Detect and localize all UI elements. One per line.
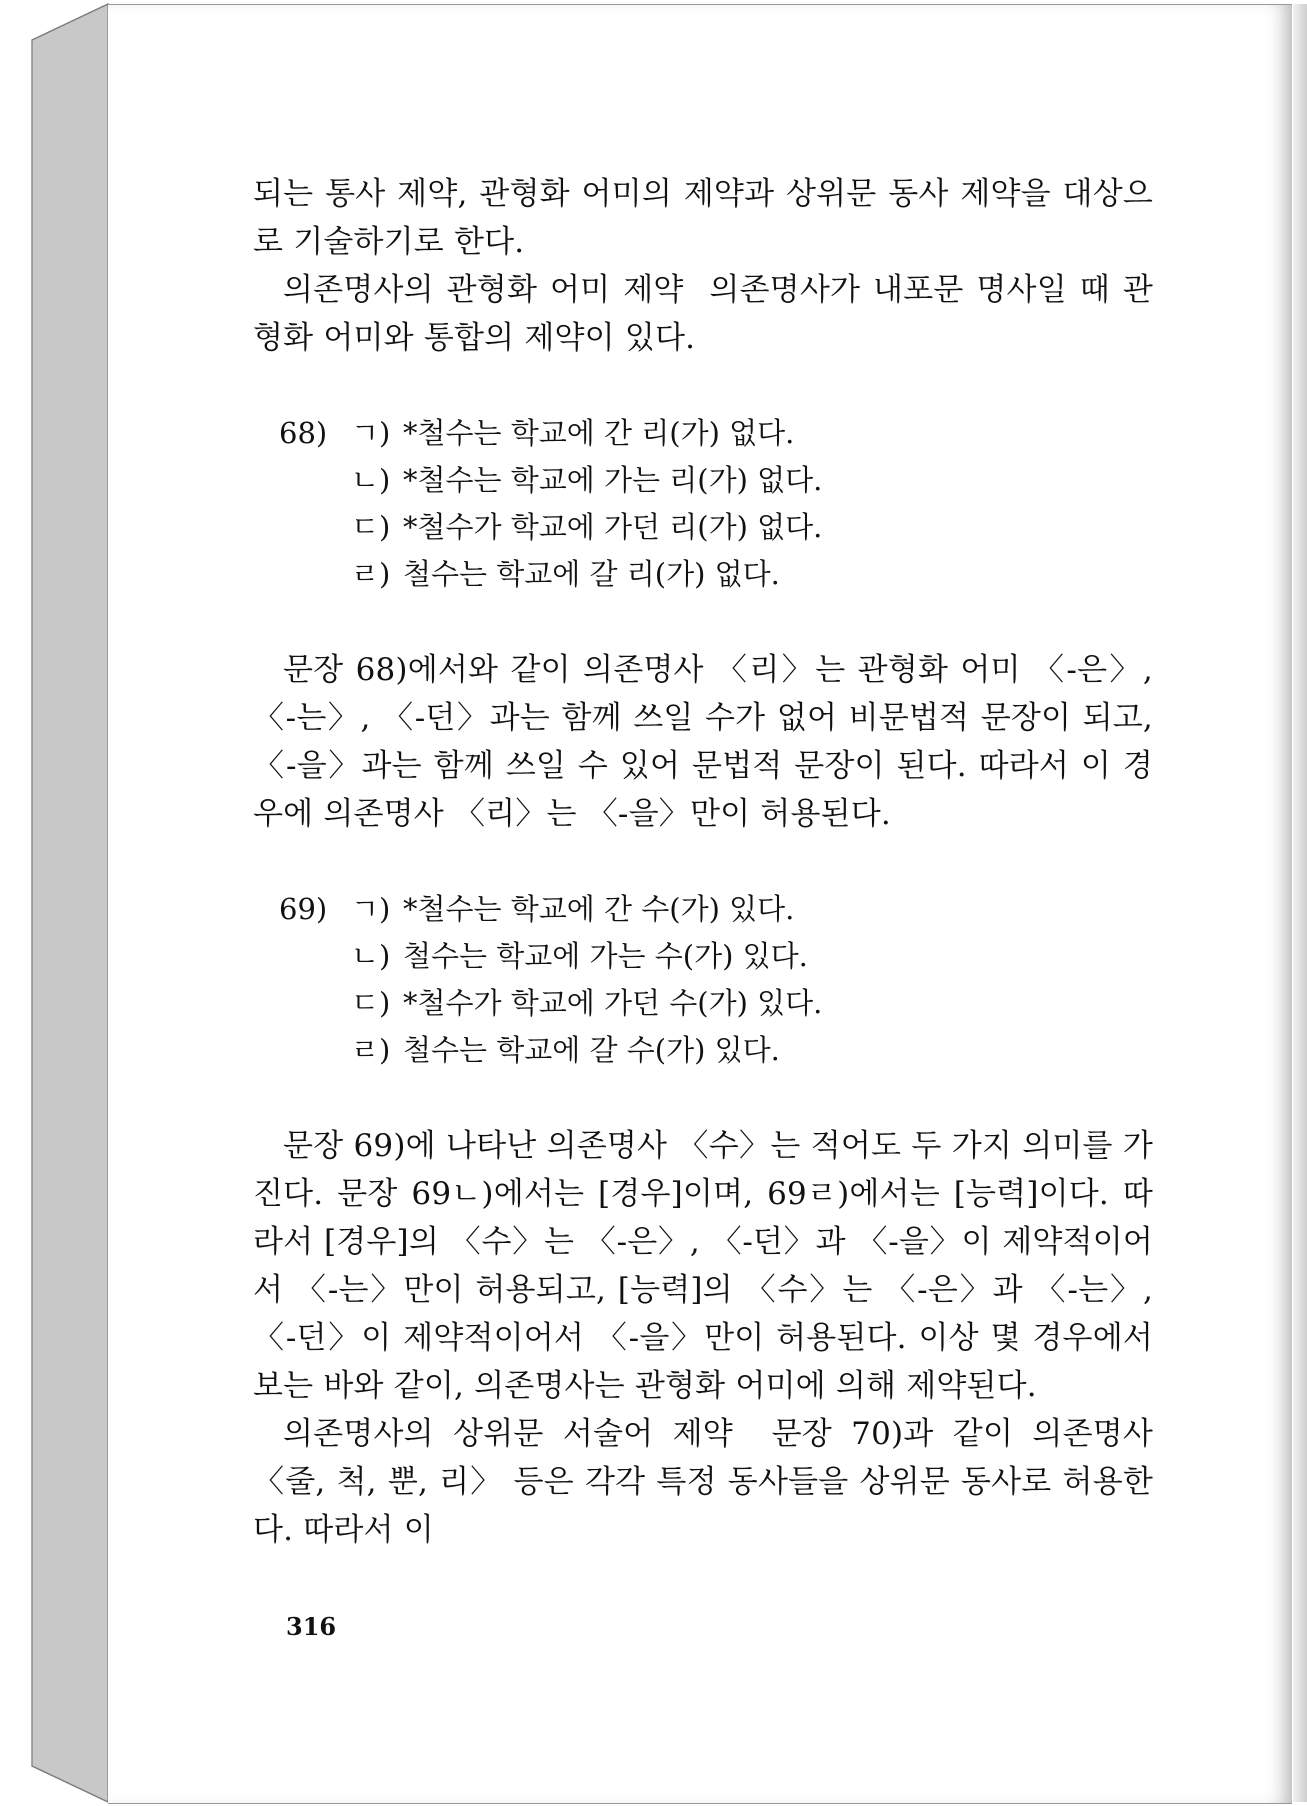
paragraph-text: 문장 69)에 나타난 의존명사 〈수〉는 적어도 두 가지 의미를 가진다. 문장 69ㄴ)에서는 [경우]이며, 69ㄹ)에서는 [능력]이다. 따라서 [경우]의 〈수〉는 〈-은〉, 〈-던〉과 〈-을〉이 제약적이어서 〈-는〉만이 허용되고, [능력]의 〈수〉는 〈-은〉과 〈-는〉, 〈-던〉이 제약적이어서 〈-을〉만이 허용된다. 이상 몇 경우에서 보는 바와 같이, 의존명사는 관형화 어미에 의해 제약된다.: [253, 1128, 1153, 1404]
example-sentence: *철수는 학교에 간 리(가) 없다.: [403, 416, 795, 450]
paragraph-discussion-69: [253, 1122, 1153, 1410]
example-marker: ㄴ): [351, 939, 391, 973]
example-item: [253, 457, 1153, 504]
example-sentence: 철수는 학교에 가는 수(가) 있다.: [403, 939, 808, 973]
example-item: [253, 1027, 1153, 1074]
example-sentence: 철수는 학교에 갈 수(가) 있다.: [403, 1033, 780, 1067]
example-marker: ㄷ): [351, 986, 391, 1020]
section-heading-inline: 의존명사의 상위문 서술어 제약: [283, 1416, 733, 1452]
page-number: 316: [286, 1612, 337, 1641]
example-list-69: [253, 886, 1153, 1074]
example-number: 68): [279, 416, 328, 450]
section-heading-inline: 의존명사의 관형화 어미 제약: [283, 272, 684, 308]
paragraph-adnominal-constraint: [253, 266, 1153, 362]
example-sentence: *철수가 학교에 가던 리(가) 없다.: [403, 510, 823, 544]
paragraph-intro: [253, 170, 1153, 266]
example-marker: ㄷ): [351, 510, 391, 544]
example-item: [253, 933, 1153, 980]
example-marker: ㄱ): [351, 416, 391, 450]
example-sentence: 철수는 학교에 갈 리(가) 없다.: [403, 557, 780, 591]
example-number: 69): [279, 892, 328, 926]
example-marker: ㄹ): [351, 557, 391, 591]
example-item: [253, 886, 1153, 933]
example-item: [253, 980, 1153, 1027]
paragraph-discussion-68: [253, 646, 1153, 838]
example-item: [253, 551, 1153, 598]
example-list-68: [253, 410, 1153, 598]
example-marker: ㄱ): [351, 892, 391, 926]
paragraph-higher-predicate-constraint: [253, 1410, 1153, 1554]
paragraph-text: 문장 68)에서와 같이 의존명사 〈리〉는 관형화 어미 〈-은〉, 〈-는〉, 〈-던〉과는 함께 쓰일 수가 없어 비문법적 문장이 되고, 〈-을〉과는 함께 쓰일 수 있어 문법적 문장이 된다. 따라서 이 경우에 의존명사 〈리〉는 〈-을〉만이 허용된다.: [253, 652, 1153, 832]
example-sentence: *철수는 학교에 가는 리(가) 없다.: [403, 463, 823, 497]
example-sentence: *철수가 학교에 가던 수(가) 있다.: [403, 986, 823, 1020]
example-marker: ㄹ): [351, 1033, 391, 1067]
example-sentence: *철수는 학교에 간 수(가) 있다.: [403, 892, 795, 926]
page-edge-shadow: [1293, 4, 1307, 1802]
example-marker: ㄴ): [351, 463, 391, 497]
example-item: [253, 410, 1153, 457]
paragraph-text: 의존명사가 내포문 명사일 때 관형화 어미와 통합의 제약이 있다.: [253, 272, 1153, 356]
paragraph-text: 되는 통사 제약, 관형화 어미의 제약과 상위문 동사 제약을 대상으로 기술하기로 한다.: [253, 176, 1153, 260]
page-body: [253, 170, 1153, 1554]
example-item: [253, 504, 1153, 551]
paragraph-text: 문장 70)과 같이 의존명사 〈줄, 척, 뿐, 리〉 등은 각각 특정 동사들을 상위문 동사로 허용한다. 따라서 이: [253, 1416, 1154, 1548]
